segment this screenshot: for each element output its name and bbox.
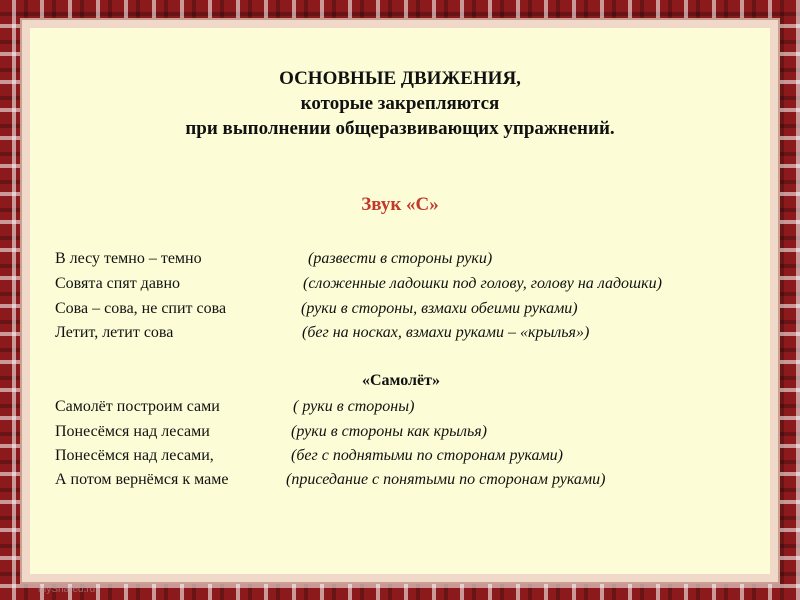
- verse2-line-4: А потом вернёмся к маме: [55, 471, 229, 488]
- verse1-note-2: (сложенные ладошки под голову, голову на ладошки): [303, 275, 662, 292]
- verse2-note-1: ( руки в стороны): [293, 398, 415, 415]
- verse2-line-1: Самолёт построим сами: [55, 398, 220, 415]
- verse1-line-3: Сова – сова, не спит сова: [55, 300, 227, 317]
- verse2-line-2: Понесёмся над лесами: [55, 423, 210, 440]
- sound-subtitle: Звук «С»: [361, 194, 439, 215]
- verse2-note-2: (руки в стороны как крылья): [291, 423, 487, 440]
- title-line-3: при выполнении общеразвивающих упражнений.: [185, 118, 615, 139]
- section2-title: «Самолёт»: [362, 372, 440, 389]
- title-line-1: ОСНОВНЫЕ ДВИЖЕНИЯ,: [279, 68, 521, 89]
- watermark: MyShared.ru: [38, 584, 96, 595]
- title-line-2: которые закрепляются: [300, 93, 500, 114]
- verse1-note-3: (руки в стороны, взмахи обеими руками): [301, 300, 578, 317]
- verse2-note-3: (бег с поднятыми по сторонам руками): [291, 447, 563, 464]
- verse1-line-1: В лесу темно – темно: [55, 250, 202, 267]
- verse1-line-2: Совята спят давно: [55, 275, 181, 292]
- verse1-note-4: (бег на носках, взмахи руками – «крылья»): [302, 324, 590, 341]
- verse1-note-1: (развести в стороны руки): [308, 250, 493, 267]
- verse2-note-4: (приседание с понятыми по сторонам руками): [286, 471, 606, 488]
- verse1-line-4: Летит, летит сова: [55, 324, 174, 341]
- verse2-line-3: Понесёмся над лесами,: [55, 447, 214, 464]
- slide-title: [0, 66, 800, 141]
